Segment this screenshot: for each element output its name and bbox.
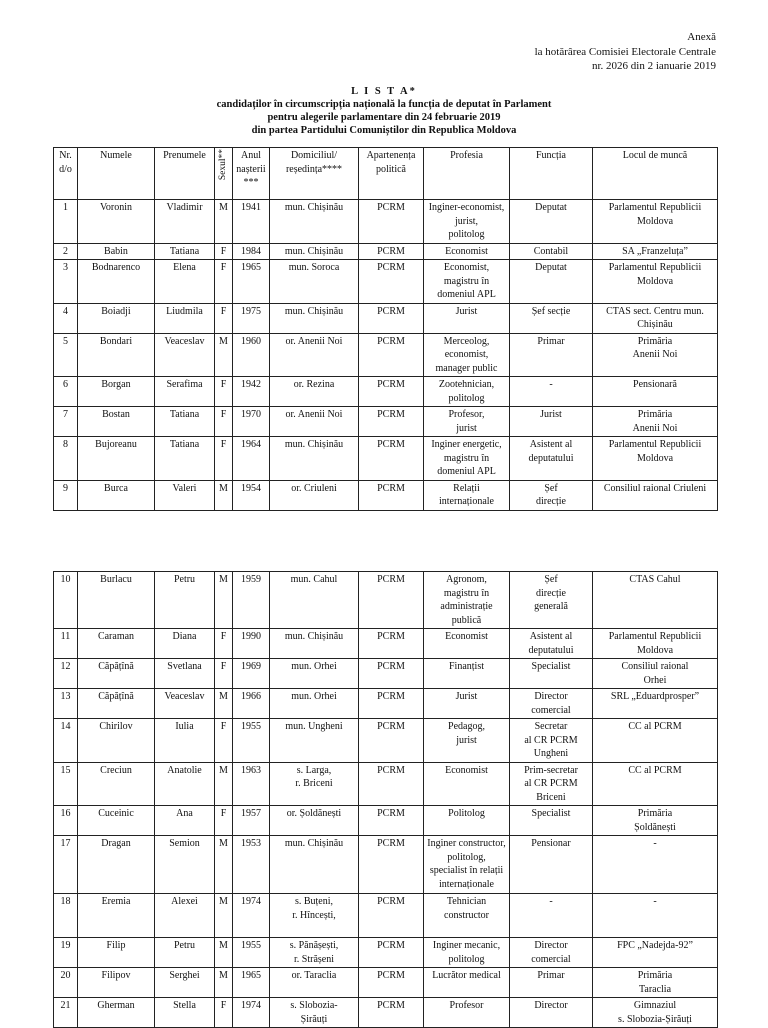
cell-anul: 1984	[233, 243, 270, 260]
cell-profesia: Pedagog, jurist	[424, 719, 510, 763]
cell-anul: 1974	[233, 998, 270, 1028]
table-row	[54, 333, 718, 377]
cell-nr: 12	[54, 659, 78, 689]
cell-apartenenta: PCRM	[359, 806, 424, 836]
cell-profesia: Jurist	[424, 689, 510, 719]
table-row	[54, 719, 718, 763]
header-sex-label: Sexul**	[218, 149, 228, 181]
cell-nr: 10	[54, 572, 78, 629]
cell-anul: 1990	[233, 629, 270, 659]
header-row	[54, 148, 718, 200]
cell-locul: CC al PCRM	[593, 762, 718, 806]
cell-anul: 1954	[233, 480, 270, 510]
cell-nume: Bujoreanu	[78, 437, 155, 481]
cell-locul: -	[593, 894, 718, 938]
cell-nume: Creciun	[78, 762, 155, 806]
cell-locul: Primăria Taraclia	[593, 968, 718, 998]
cell-prenume: Elena	[155, 260, 215, 304]
cell-apartenenta: PCRM	[359, 243, 424, 260]
cell-locul: Parlamentul Republicii Moldova	[593, 629, 718, 659]
cell-domiciliu: s. Larga, r. Briceni	[270, 762, 359, 806]
cell-apartenenta: PCRM	[359, 968, 424, 998]
table-row	[54, 437, 718, 481]
cell-nume: Voronin	[78, 200, 155, 244]
cell-nr: 8	[54, 437, 78, 481]
cell-apartenenta: PCRM	[359, 836, 424, 894]
cell-prenume: Stella	[155, 998, 215, 1028]
cell-apartenenta: PCRM	[359, 407, 424, 437]
header-functia: Funcția	[510, 148, 593, 200]
cell-functia: Primar	[510, 968, 593, 998]
cell-functia: Secretar al CR PCRM Ungheni	[510, 719, 593, 763]
cell-locul: Parlamentul Republicii Moldova	[593, 437, 718, 481]
cell-anul: 1963	[233, 762, 270, 806]
candidates-table-2	[53, 571, 718, 1028]
header-anul: Anul nașterii ***	[233, 148, 270, 200]
cell-nr: 14	[54, 719, 78, 763]
cell-anul: 1965	[233, 260, 270, 304]
cell-prenume: Semion	[155, 836, 215, 894]
cell-prenume: Veaceslav	[155, 689, 215, 719]
header-nr: Nr. d/o	[54, 148, 78, 200]
header-profesia: Profesia	[424, 148, 510, 200]
cell-sex: F	[215, 806, 233, 836]
cell-nume: Caraman	[78, 629, 155, 659]
cell-functia: Șef direcție generală	[510, 572, 593, 629]
cell-profesia: Inginer constructor, politolog, specialist în relații internaționale	[424, 836, 510, 894]
header-apartenenta: Apartenența politică	[359, 148, 424, 200]
cell-nume: Filip	[78, 938, 155, 968]
table-row	[54, 407, 718, 437]
cell-domiciliu: mun. Chișinău	[270, 243, 359, 260]
cell-apartenenta: PCRM	[359, 719, 424, 763]
cell-domiciliu: mun. Cahul	[270, 572, 359, 629]
cell-functia: Specialist	[510, 659, 593, 689]
cell-apartenenta: PCRM	[359, 377, 424, 407]
cell-sex: F	[215, 407, 233, 437]
cell-functia: Director	[510, 998, 593, 1028]
cell-anul: 1955	[233, 938, 270, 968]
cell-profesia: Economist	[424, 243, 510, 260]
cell-anul: 1957	[233, 806, 270, 836]
cell-prenume: Alexei	[155, 894, 215, 938]
cell-sex: M	[215, 968, 233, 998]
cell-sex: M	[215, 894, 233, 938]
header-domiciliu: Domiciliul/ reședința****	[270, 148, 359, 200]
cell-functia: Șef secție	[510, 303, 593, 333]
cell-nr: 7	[54, 407, 78, 437]
cell-profesia: Inginer-economist, jurist, politolog	[424, 200, 510, 244]
cell-sex: M	[215, 333, 233, 377]
cell-profesia: Inginer energetic, magistru în domeniul APL	[424, 437, 510, 481]
cell-nr: 18	[54, 894, 78, 938]
header-prenume: Prenumele	[155, 148, 215, 200]
cell-functia: -	[510, 377, 593, 407]
cell-profesia: Agronom, magistru în administrație publică	[424, 572, 510, 629]
cell-prenume: Tatiana	[155, 407, 215, 437]
cell-locul: Parlamentul Republicii Moldova	[593, 260, 718, 304]
cell-functia: Deputat	[510, 200, 593, 244]
cell-profesia: Profesor, jurist	[424, 407, 510, 437]
cell-nr: 21	[54, 998, 78, 1028]
cell-functia: Pensionar	[510, 836, 593, 894]
title-line-2: candidaților în circumscripția națională la funcția de deputat în Parlament	[216, 99, 552, 110]
cell-profesia: Economist	[424, 762, 510, 806]
cell-nr: 2	[54, 243, 78, 260]
cell-apartenenta: PCRM	[359, 572, 424, 629]
cell-sex: F	[215, 260, 233, 304]
cell-domiciliu: mun. Ungheni	[270, 719, 359, 763]
cell-domiciliu: or. Criuleni	[270, 480, 359, 510]
cell-locul: Consiliul raional Criuleni	[593, 480, 718, 510]
cell-domiciliu: mun. Soroca	[270, 260, 359, 304]
cell-apartenenta: PCRM	[359, 762, 424, 806]
cell-apartenenta: PCRM	[359, 629, 424, 659]
cell-functia: Deputat	[510, 260, 593, 304]
cell-profesia: Inginer mecanic, politolog	[424, 938, 510, 968]
table-row	[54, 303, 718, 333]
cell-profesia: Economist	[424, 629, 510, 659]
cell-sex: F	[215, 719, 233, 763]
cell-nume: Eremia	[78, 894, 155, 938]
cell-profesia: Relații internaționale	[424, 480, 510, 510]
cell-nume: Cuceinic	[78, 806, 155, 836]
table-row	[54, 629, 718, 659]
candidates-table-1	[53, 147, 718, 511]
cell-prenume: Petru	[155, 572, 215, 629]
cell-profesia: Merceolog, economist, manager public	[424, 333, 510, 377]
cell-anul: 1964	[233, 437, 270, 481]
cell-functia: Șef direcție	[510, 480, 593, 510]
cell-anul: 1953	[233, 836, 270, 894]
table-row	[54, 894, 718, 938]
cell-sex: F	[215, 629, 233, 659]
cell-locul: -	[593, 836, 718, 894]
cell-apartenenta: PCRM	[359, 689, 424, 719]
cell-prenume: Iulia	[155, 719, 215, 763]
cell-locul: SA „Franzeluța”	[593, 243, 718, 260]
cell-domiciliu: s. Buțeni, r. Hîncești,	[270, 894, 359, 938]
cell-sex: F	[215, 437, 233, 481]
cell-apartenenta: PCRM	[359, 659, 424, 689]
cell-profesia: Economist, magistru în domeniul APL	[424, 260, 510, 304]
cell-sex: F	[215, 303, 233, 333]
cell-locul: SRL „Eduardprosper”	[593, 689, 718, 719]
cell-anul: 1959	[233, 572, 270, 629]
table-row	[54, 377, 718, 407]
header-locul: Locul de muncă	[593, 148, 718, 200]
cell-anul: 1965	[233, 968, 270, 998]
cell-nume: Bostan	[78, 407, 155, 437]
cell-prenume: Ana	[155, 806, 215, 836]
cell-apartenenta: PCRM	[359, 998, 424, 1028]
cell-sex: M	[215, 938, 233, 968]
cell-sex: M	[215, 689, 233, 719]
cell-nume: Căpățînă	[78, 689, 155, 719]
cell-locul: Primăria Anenii Noi	[593, 407, 718, 437]
cell-apartenenta: PCRM	[359, 260, 424, 304]
cell-domiciliu: mun. Chișinău	[270, 303, 359, 333]
cell-prenume: Petru	[155, 938, 215, 968]
cell-nr: 9	[54, 480, 78, 510]
cell-prenume: Tatiana	[155, 243, 215, 260]
cell-prenume: Valeri	[155, 480, 215, 510]
cell-nume: Burca	[78, 480, 155, 510]
title-line-4: din partea Partidului Comuniștilor din Republica Moldova	[251, 125, 517, 136]
cell-nume: Bondari	[78, 333, 155, 377]
cell-apartenenta: PCRM	[359, 437, 424, 481]
cell-anul: 1969	[233, 659, 270, 689]
cell-anul: 1942	[233, 377, 270, 407]
cell-nr: 1	[54, 200, 78, 244]
cell-functia: Jurist	[510, 407, 593, 437]
cell-apartenenta: PCRM	[359, 303, 424, 333]
document-title	[0, 85, 768, 137]
cell-functia: Director comercial	[510, 938, 593, 968]
cell-functia: Asistent al deputatului	[510, 629, 593, 659]
cell-prenume: Vladimir	[155, 200, 215, 244]
cell-apartenenta: PCRM	[359, 200, 424, 244]
cell-sex: M	[215, 480, 233, 510]
cell-nume: Dragan	[78, 836, 155, 894]
cell-functia: Specialist	[510, 806, 593, 836]
table-row	[54, 572, 718, 629]
cell-locul: CTAS Cahul	[593, 572, 718, 629]
cell-locul: FPC „Nadejda-92”	[593, 938, 718, 968]
cell-locul: CTAS sect. Centru mun. Chișinău	[593, 303, 718, 333]
table-row	[54, 260, 718, 304]
cell-domiciliu: mun. Chișinău	[270, 200, 359, 244]
cell-sex: M	[215, 200, 233, 244]
cell-nr: 11	[54, 629, 78, 659]
cell-sex: M	[215, 762, 233, 806]
table-row	[54, 806, 718, 836]
cell-locul: Consiliul raional Orhei	[593, 659, 718, 689]
cell-locul: Primăria Anenii Noi	[593, 333, 718, 377]
cell-nume: Boiadji	[78, 303, 155, 333]
cell-profesia: Jurist	[424, 303, 510, 333]
table-row	[54, 998, 718, 1028]
title-line-1: L I S T A*	[351, 86, 417, 97]
cell-anul: 1975	[233, 303, 270, 333]
cell-sex: F	[215, 998, 233, 1028]
cell-sex: M	[215, 836, 233, 894]
cell-nume: Bodnarenco	[78, 260, 155, 304]
cell-prenume: Veaceslav	[155, 333, 215, 377]
cell-nr: 5	[54, 333, 78, 377]
cell-anul: 1966	[233, 689, 270, 719]
cell-prenume: Diana	[155, 629, 215, 659]
cell-nr: 20	[54, 968, 78, 998]
table-row	[54, 762, 718, 806]
cell-nume: Borgan	[78, 377, 155, 407]
cell-nume: Gherman	[78, 998, 155, 1028]
cell-functia: Asistent al deputatului	[510, 437, 593, 481]
table-row	[54, 480, 718, 510]
table-row	[54, 836, 718, 894]
cell-sex: F	[215, 243, 233, 260]
cell-functia: Primar	[510, 333, 593, 377]
cell-prenume: Tatiana	[155, 437, 215, 481]
cell-domiciliu: mun. Chișinău	[270, 836, 359, 894]
cell-sex: F	[215, 659, 233, 689]
cell-domiciliu: or. Șoldănești	[270, 806, 359, 836]
cell-prenume: Serghei	[155, 968, 215, 998]
header-sex	[215, 148, 233, 200]
cell-apartenenta: PCRM	[359, 333, 424, 377]
cell-nume: Căpățînă	[78, 659, 155, 689]
table-row	[54, 659, 718, 689]
cell-nr: 19	[54, 938, 78, 968]
cell-locul: Primăria Șoldănești	[593, 806, 718, 836]
cell-domiciliu: or. Anenii Noi	[270, 333, 359, 377]
cell-prenume: Svetlana	[155, 659, 215, 689]
cell-prenume: Liudmila	[155, 303, 215, 333]
table-row	[54, 689, 718, 719]
cell-apartenenta: PCRM	[359, 480, 424, 510]
cell-locul: Pensionară	[593, 377, 718, 407]
cell-nr: 17	[54, 836, 78, 894]
table-row	[54, 968, 718, 998]
annex-line-2: la hotărârea Comisiei Electorale Centrale	[534, 45, 716, 58]
table-row	[54, 200, 718, 244]
cell-domiciliu: or. Anenii Noi	[270, 407, 359, 437]
cell-nr: 13	[54, 689, 78, 719]
cell-functia: -	[510, 894, 593, 938]
cell-apartenenta: PCRM	[359, 938, 424, 968]
cell-prenume: Serafima	[155, 377, 215, 407]
cell-functia: Contabil	[510, 243, 593, 260]
cell-profesia: Zootehnician, politolog	[424, 377, 510, 407]
cell-anul: 1970	[233, 407, 270, 437]
cell-anul: 1960	[233, 333, 270, 377]
cell-profesia: Lucrător medical	[424, 968, 510, 998]
cell-profesia: Politolog	[424, 806, 510, 836]
annex-header	[535, 30, 716, 74]
cell-nume: Chirilov	[78, 719, 155, 763]
cell-profesia: Finanțist	[424, 659, 510, 689]
cell-nr: 16	[54, 806, 78, 836]
cell-sex: F	[215, 377, 233, 407]
table-row	[54, 938, 718, 968]
annex-line-3: nr. 2026 din 2 ianuarie 2019	[591, 60, 716, 72]
cell-anul: 1974	[233, 894, 270, 938]
cell-domiciliu: mun. Chișinău	[270, 629, 359, 659]
cell-profesia: Profesor	[424, 998, 510, 1028]
cell-anul: 1941	[233, 200, 270, 244]
cell-domiciliu: or. Taraclia	[270, 968, 359, 998]
cell-nume: Burlacu	[78, 572, 155, 629]
cell-nr: 3	[54, 260, 78, 304]
cell-nr: 6	[54, 377, 78, 407]
cell-locul: Gimnaziul s. Slobozia-Șirăuți	[593, 998, 718, 1028]
header-nume: Numele	[78, 148, 155, 200]
cell-nr: 15	[54, 762, 78, 806]
cell-domiciliu: or. Rezina	[270, 377, 359, 407]
cell-profesia: Tehnician constructor	[424, 894, 510, 938]
cell-locul: CC al PCRM	[593, 719, 718, 763]
cell-domiciliu: s. Slobozia- Șirăuți	[270, 998, 359, 1028]
cell-domiciliu: s. Pănășești, r. Strășeni	[270, 938, 359, 968]
annex-line-1: Anexă	[687, 31, 716, 43]
cell-nume: Babin	[78, 243, 155, 260]
cell-nr: 4	[54, 303, 78, 333]
cell-sex: M	[215, 572, 233, 629]
cell-functia: Director comercial	[510, 689, 593, 719]
cell-domiciliu: mun. Chișinău	[270, 437, 359, 481]
cell-anul: 1955	[233, 719, 270, 763]
table-row	[54, 243, 718, 260]
title-line-3: pentru alegerile parlamentare din 24 februarie 2019	[267, 112, 501, 123]
cell-prenume: Anatolie	[155, 762, 215, 806]
cell-functia: Prim-secretar al CR PCRM Briceni	[510, 762, 593, 806]
cell-domiciliu: mun. Orhei	[270, 659, 359, 689]
cell-apartenenta: PCRM	[359, 894, 424, 938]
cell-locul: Parlamentul Republicii Moldova	[593, 200, 718, 244]
cell-domiciliu: mun. Orhei	[270, 689, 359, 719]
cell-nume: Filipov	[78, 968, 155, 998]
